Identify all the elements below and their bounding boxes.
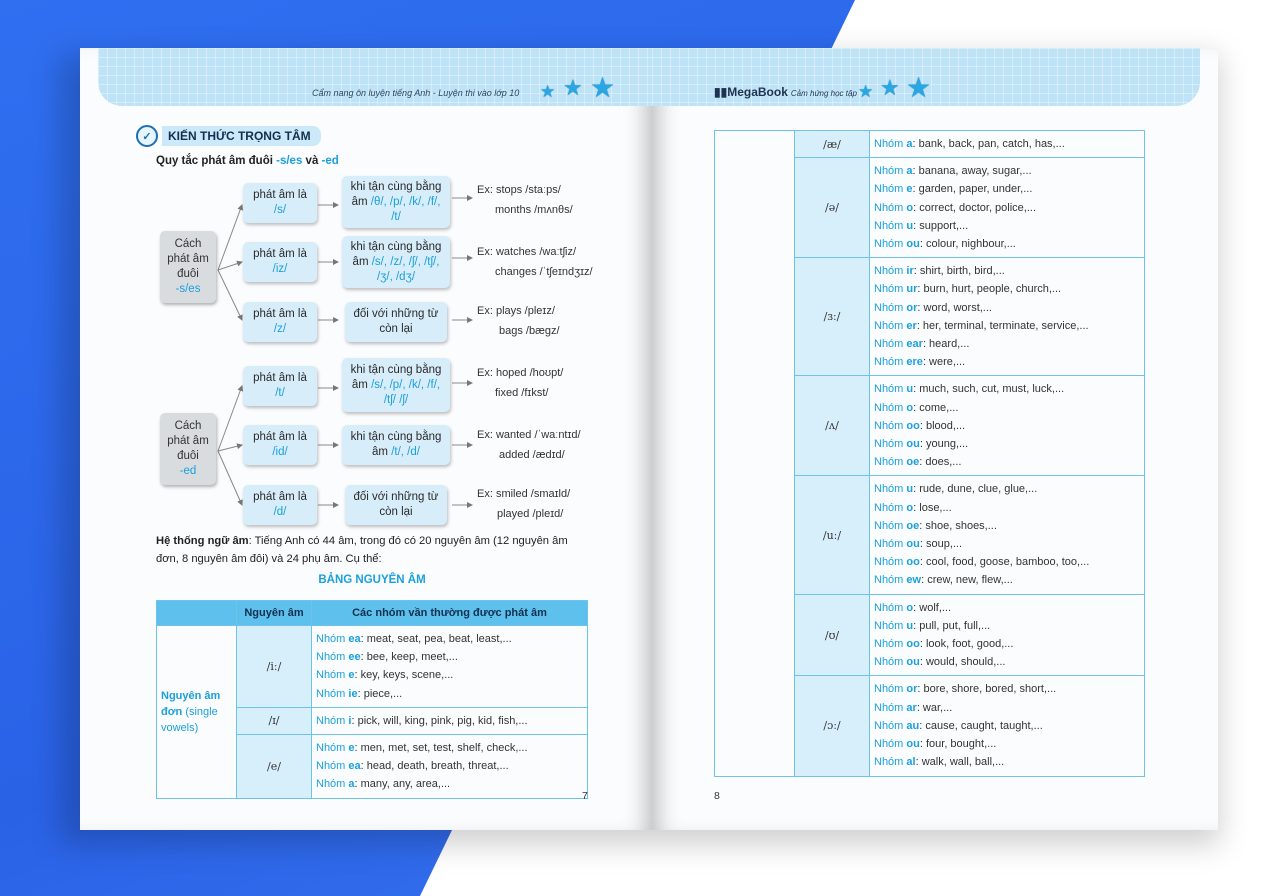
magnifier-icon: ✓ (136, 125, 158, 147)
items-cell (312, 735, 588, 799)
list-item: Nhóm a: bank, back, pan, catch, has,... (874, 138, 1065, 150)
list-item: Nhóm ew: crew, new, flew,... (874, 574, 1013, 587)
star-icon: ★ (906, 72, 932, 103)
star-icon: ★ (540, 82, 556, 101)
items-cell (870, 594, 1145, 676)
star-icon: ★ (858, 82, 874, 101)
condition-node: khi tận cùng bằng âm /s/, /z/, /ʃ/, /tʃ/, /ʒ/, /dʒ/ (342, 236, 450, 288)
table-header: Các nhóm vần thường được phát âm (312, 601, 588, 626)
list-item: Nhóm or: bore, shore, bored, short,... (874, 683, 1057, 696)
list-item: Nhóm a: many, any, area,... (316, 778, 451, 791)
star-icon: ★ (880, 75, 900, 100)
list-item: Nhóm al: walk, wall, ball,... (874, 756, 1005, 769)
list-item: Nhóm u: pull, put, full,... (874, 619, 991, 632)
list-item: Nhóm e: garden, paper, under,... (874, 183, 1033, 196)
list-item: Nhóm ou: four, bought,... (874, 738, 997, 751)
condition-node: khi tận cùng bằng âm /θ/, /p/, /k/, /f/, /t/ (342, 176, 450, 228)
phonetics-paragraph: Hệ thống ngữ âm: Tiếng Anh có 44 âm, trong đó có 20 nguyên âm (12 nguyên âm đơn, 8 nguyên âm đôi) và 24 phụ âm. Cụ thể: (156, 535, 568, 565)
list-item: Nhóm a: banana, away, sugar,... (874, 165, 1032, 178)
example: Ex: hoped /hoʊpt/ fixed /fɪkst/ (477, 367, 564, 399)
list-item: Nhóm ie: piece,... (316, 687, 403, 700)
right-page (652, 48, 1218, 830)
section-label: KIẾN THỨC TRỌNG TÂM (162, 126, 321, 146)
list-item: Nhóm o: lose,... (874, 501, 952, 514)
example: Ex: watches /waːtʃiz/ changes /ˈtʃeɪndʒɪz/ (477, 246, 593, 278)
table-title: BẢNG NGUYÊN ÂM (318, 574, 426, 586)
list-item: Nhóm ere: were,... (874, 356, 966, 369)
pron-node: phát âm là /id/ (243, 425, 317, 465)
ipa-cell: /uː/ (795, 476, 870, 594)
section-heading (136, 125, 321, 147)
list-item: Nhóm au: cause, caught, taught,... (874, 719, 1043, 732)
root-node-s: Cách phát âm đuôi -s/es (160, 231, 216, 303)
list-item: Nhóm ea: head, death, breath, threat,... (316, 760, 509, 773)
ipa-cell: /e/ (237, 735, 312, 799)
items-cell (870, 676, 1145, 776)
table-header: Nguyên âm (237, 601, 312, 626)
ipa-cell: /ɪ/ (237, 707, 312, 734)
items-cell (312, 626, 588, 708)
rule-title: Quy tắc phát âm đuôi -s/es và -ed (156, 155, 339, 167)
list-item: Nhóm u: much, such, cut, must, luck,... (874, 383, 1065, 396)
list-item: Nhóm i: pick, will, king, pink, pig, kid, fish,... (316, 714, 528, 727)
ipa-cell: /æ/ (795, 131, 870, 158)
condition-node: khi tận cùng bằng âm /s/, /p/, /k/, /f/, /tʃ/ /ʃ/ (342, 358, 450, 412)
list-item: Nhóm e: key, keys, scene,... (316, 669, 454, 682)
pron-node: phát âm là /iz/ (243, 242, 317, 282)
vowel-table (156, 600, 588, 799)
example: Ex: smiled /smaɪld/ played /pleɪd/ (477, 488, 571, 520)
page-number: 8 (714, 790, 720, 802)
list-item: Nhóm u: support,... (874, 219, 969, 232)
pron-node: phát âm là /z/ (243, 302, 317, 342)
list-item: Nhóm ar: war,... (874, 701, 953, 714)
pron-node: phát âm là /t/ (243, 366, 317, 406)
list-item: Nhóm oo: blood,... (874, 419, 966, 432)
pron-node: phát âm là /s/ (243, 183, 317, 223)
list-item: Nhóm o: come,... (874, 401, 959, 414)
example: Ex: wanted /ˈwaːntɪd/ added /ædɪd/ (477, 429, 581, 461)
list-item: Nhóm ou: young,... (874, 438, 969, 451)
items-cell (870, 476, 1145, 594)
vowel-category: Nguyên âm đơn (single vowels) (157, 626, 237, 799)
list-item: Nhóm oo: cool, food, goose, bamboo, too,... (874, 556, 1090, 569)
example: Ex: stops /staːps/ months /mʌnθs/ (477, 184, 573, 216)
list-item: Nhóm oe: shoe, shoes,... (874, 519, 997, 532)
ipa-cell: /ə/ (795, 158, 870, 258)
brand-logo: ▮▮MegaBook Cảm hứng học tập (714, 85, 857, 99)
list-item: Nhóm ou: soup,... (874, 538, 963, 551)
category-cell (715, 131, 795, 777)
list-item: Nhóm ee: bee, keep, meet,... (316, 651, 458, 664)
items-cell (870, 376, 1145, 476)
items-cell (312, 707, 588, 734)
list-item: Nhóm o: wolf,... (874, 601, 952, 614)
ipa-cell: /ɜː/ (795, 258, 870, 376)
list-item: Nhóm er: her, terminal, terminate, service,... (874, 319, 1089, 332)
star-icon: ★ (563, 75, 583, 100)
ipa-cell: /iː/ (237, 626, 312, 708)
page-number: 7 (582, 790, 588, 802)
list-item: Nhóm oe: does,... (874, 456, 962, 469)
list-item: Nhóm ur: burn, hurt, people, church,... (874, 283, 1062, 296)
vowel-table-continued (714, 130, 1145, 777)
list-item: Nhóm u: rude, dune, clue, glue,... (874, 483, 1038, 496)
items-cell (870, 131, 1145, 158)
list-item: Nhóm ou: colour, nighbour,... (874, 238, 1016, 251)
pron-node: phát âm là /d/ (243, 485, 317, 525)
condition-node: khi tận cùng bằng âm /t/, /d/ (342, 425, 450, 465)
list-item: Nhóm or: word, worst,... (874, 301, 992, 314)
table-row (715, 131, 1145, 158)
ipa-cell: /ʊ/ (795, 594, 870, 676)
list-item: Nhóm ir: shirt, birth, bird,... (874, 265, 1005, 278)
root-node-ed: Cách phát âm đuôi -ed (160, 413, 216, 485)
ipa-cell: /ɔː/ (795, 676, 870, 776)
items-cell (870, 158, 1145, 258)
header-title: Cẩm nang ôn luyện tiếng Anh - Luyện thi vào lớp 10 (312, 88, 520, 98)
table-header (157, 601, 237, 626)
left-page (80, 48, 652, 830)
list-item: Nhóm ou: would, should,... (874, 656, 1006, 669)
star-icon: ★ (590, 72, 616, 103)
list-item: Nhóm ea: meat, seat, pea, beat, least,... (316, 633, 512, 645)
table-row (157, 626, 588, 708)
list-item: Nhóm ear: heard,... (874, 338, 970, 351)
ipa-cell: /ʌ/ (795, 376, 870, 476)
list-item: Nhóm o: correct, doctor, police,... (874, 201, 1037, 214)
list-item: Nhóm oo: look, foot, good,... (874, 638, 1014, 651)
list-item: Nhóm e: men, met, set, test, shelf, check,... (316, 742, 528, 755)
items-cell (870, 258, 1145, 376)
condition-node: đối với những từ còn lại (345, 485, 447, 525)
condition-node: đối với những từ còn lại (345, 302, 447, 342)
example: Ex: plays /pleɪz/ bags /bægz/ (477, 305, 560, 337)
